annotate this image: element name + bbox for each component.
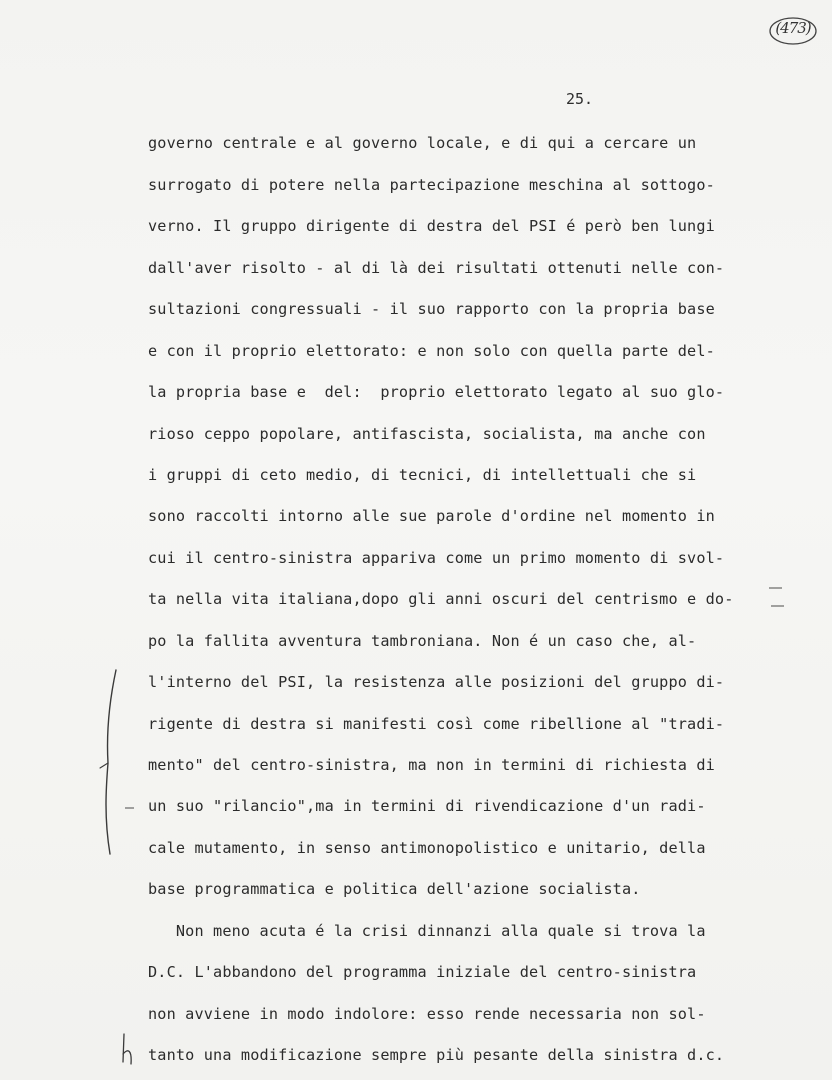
text-line: dall'aver risolto - al di là dei risultati ottenuti nelle con- [148,259,725,277]
page-number: 25. [566,90,594,108]
text-line: po la fallita avventura tambroniana. Non é un caso che, al- [148,632,697,650]
text-line: sono raccolti intorno alle sue parole d'ordine nel momento in [148,507,715,525]
handwritten-bracket-icon [96,668,126,858]
text-line: i gruppi di ceto medio, di tecnici, di intellettuali che si [148,466,697,484]
margin-dash-mark [770,598,786,612]
text-line: Non meno acuta é la crisi dinnanzi alla quale si trova la [148,922,706,940]
handwritten-mark-icon [120,1030,136,1070]
text-line: rioso ceppo popolare, antifascista, socialista, ma anche con [148,425,706,443]
text-line: D.C. L'abbandono del programma iniziale del centro-sinistra [148,963,697,981]
text-line: e con il proprio elettorato: e non solo con quella parte del- [148,342,715,360]
text-line: tanto una modificazione sempre più pesante della sinistra d.c. [148,1046,725,1064]
text-line: governo centrale e al governo locale, e di qui a cercare un [148,134,697,152]
text-line: cale mutamento, in senso antimonopolistico e unitario, della [148,839,706,857]
folio-stamp [768,16,818,46]
text-line: l'interno del PSI, la resistenza alle posizioni del gruppo di- [148,673,725,691]
text-line: rigente di destra si manifesti così come ribellione al "tradi- [148,715,725,733]
margin-bracket-mark [96,668,126,858]
dash-icon [770,603,786,609]
text-line: un suo "rilancio",ma in termini di rivendicazione d'un radi- [148,797,706,815]
margin-dash-mark [768,580,784,594]
text-line: cui il centro-sinistra appariva come un primo momento di svol- [148,549,725,567]
text-line: non avviene in modo indolore: esso rende necessaria non sol- [148,1005,706,1023]
dash-icon [124,805,136,811]
text-line: la propria base e del: proprio elettorato legato al suo glo- [148,383,725,401]
text-line: sultazioni congressuali - il suo rapporto con la propria base [148,300,715,318]
text-line: verno. Il gruppo dirigente di destra del PSI é però ben lungi [148,217,715,235]
margin-dash-mark [124,800,136,814]
margin-handwritten-note [120,1030,136,1070]
text-line: mento" del centro-sinistra, ma non in termini di richiesta di [148,756,715,774]
text-line: base programmatica e politica dell'azione socialista. [148,880,641,898]
text-line: ta nella vita italiana,dopo gli anni oscuri del centrismo e do- [148,590,734,608]
folio-number: (473) [775,19,811,37]
text-line: surrogato di potere nella partecipazione meschina al sottogo- [148,176,715,194]
dash-icon [768,585,784,591]
